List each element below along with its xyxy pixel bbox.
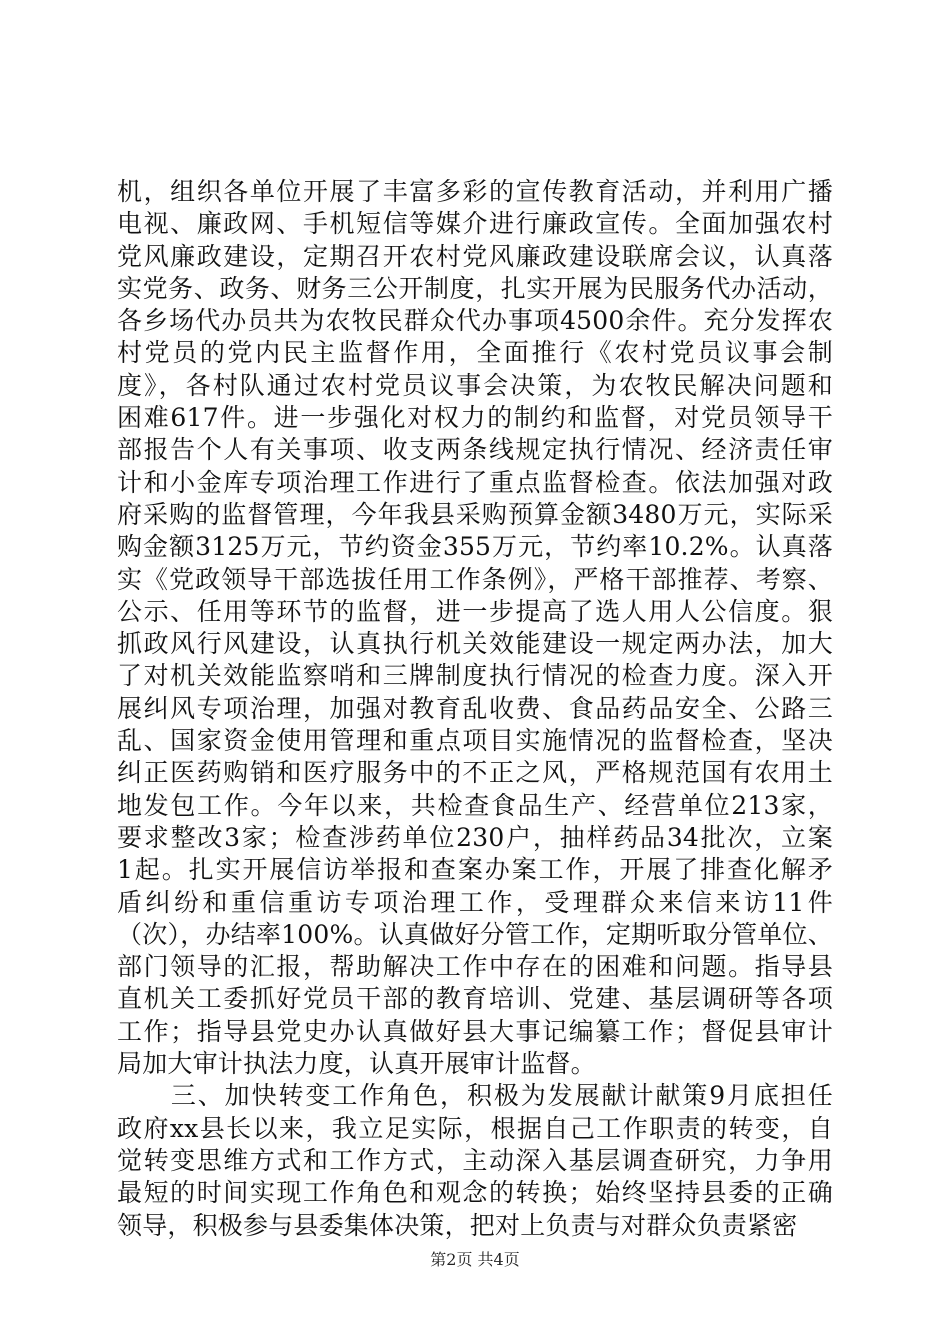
text-line: 地发包工作。今年以来，共检查食品生产、经营单位213家， (117, 790, 833, 820)
text-line: 最短的时间实现工作角色和观念的转换；始终坚持县委的正确 (117, 1178, 833, 1208)
text-line: 村党员的党内民主监督作用，全面推行《农村党员议事会制 (117, 338, 833, 368)
text-line: 公示、任用等环节的监督，进一步提高了选人用人公信度。狠 (117, 596, 833, 626)
text-line: 抓政风行风建设，认真执行机关效能建设一规定两办法，加大 (117, 629, 833, 659)
text-line: 了对机关效能监察哨和三牌制度执行情况的检查力度。深入开 (117, 661, 833, 691)
text-line: 困难617件。进一步强化对权力的制约和监督，对党员领导干 (117, 403, 833, 433)
text-line: 各乡场代办员共为农牧民群众代办事项4500余件。充分发挥农 (117, 306, 833, 336)
text-line: 局加大审计执法力度，认真开展审计监督。 (117, 1049, 596, 1079)
text-line: 盾纠纷和重信重访专项治理工作，受理群众来信来访11件 (117, 887, 833, 917)
text-line: 政府xx县长以来，我立足实际，根据自己工作职责的转变，自 (117, 1113, 833, 1143)
text-line: 实《党政领导干部选拔任用工作条例》，严格干部推荐、考察、 (117, 564, 833, 594)
text-line: 购金额3125万元，节约资金355万元，节约率10.2%。认真落 (117, 532, 833, 562)
body-text (117, 176, 833, 1242)
text-line: 部报告个人有关事项、收支两条线规定执行情况、经济责任审 (117, 435, 833, 465)
text-line: 乱、国家资金使用管理和重点项目实施情况的监督检查，坚决 (117, 726, 833, 756)
text-line: （次），办结率100%。认真做好分管工作，定期听取分管单位、 (117, 919, 833, 949)
text-line: 度》，各村队通过农村党员议事会决策，为农牧民解决问题和 (117, 370, 833, 400)
text-line: 工作；指导县党史办认真做好县大事记编纂工作；督促县审计 (117, 1016, 833, 1046)
page-footer: 第2页 共4页 (430, 1250, 520, 1269)
text-line: 展纠风专项治理，加强对教育乱收费、食品药品安全、公路三 (117, 693, 833, 723)
text-line: 电视、廉政网、手机短信等媒介进行廉政宣传。全面加强农村 (117, 209, 833, 239)
text-line: 纠正医药购销和医疗服务中的不正之风，严格规范国有农用土 (117, 758, 833, 788)
text-line: 直机关工委抓好党员干部的教育培训、党建、基层调研等各项 (117, 984, 833, 1014)
text-line: 实党务、政务、财务三公开制度，扎实开展为民服务代办活动， (117, 273, 833, 303)
text-line: 计和小金库专项治理工作进行了重点监督检查。依法加强对政 (117, 467, 833, 497)
text-line: 觉转变思维方式和工作方式，主动深入基层调查研究，力争用 (117, 1145, 833, 1175)
text-line: 1起。扎实开展信访举报和查案办案工作，开展了排查化解矛 (117, 855, 833, 885)
text-line: 要求整改3家；检查涉药单位230户，抽样药品34批次，立案 (117, 822, 833, 852)
text-line: 领导，积极参与县委集体决策，把对上负责与对群众负责紧密 (117, 1210, 798, 1240)
text-line: 机，组织各单位开展了丰富多彩的宣传教育活动，并利用广播 (117, 177, 833, 206)
text-line: 三、加快转变工作角色，积极为发展献计献策9月底担任 (117, 1081, 833, 1111)
text-line: 部门领导的汇报，帮助解决工作中存在的困难和问题。指导县 (117, 952, 833, 982)
text-line: 府采购的监督管理，今年我县采购预算金额3480万元，实际采 (117, 499, 833, 529)
text-line: 党风廉政建设，定期召开农村党风廉政建设联席会议，认真落 (117, 241, 833, 271)
